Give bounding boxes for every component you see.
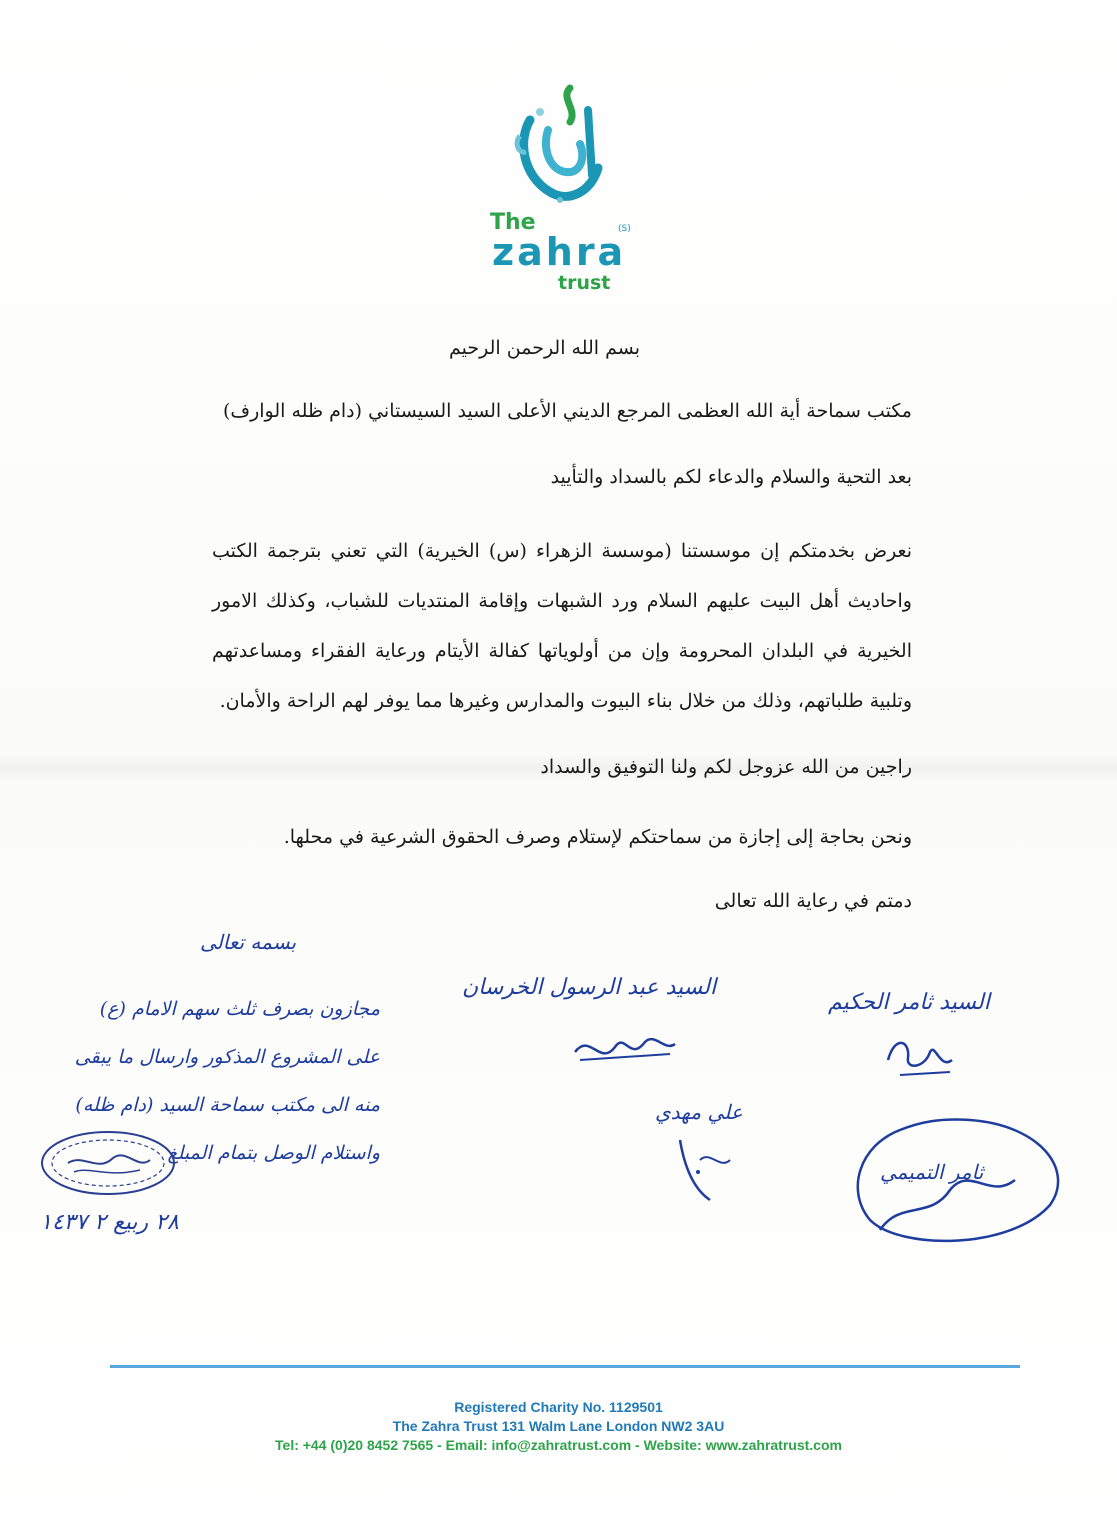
addressee: مكتب سماحة أية الله العظمى المرجع الديني الأعلى السيد السيستاني (دام ظله الوارف) xyxy=(222,400,912,422)
endorsement-line-3: منه الى مكتب سماحة السيد (دام ظله) xyxy=(75,1094,380,1116)
handwritten-date: ٢٨ ربيع ٢ ١٤٣٧ xyxy=(40,1210,179,1235)
endorsement-line-2: على المشروع المذكور وارسال ما يبقى xyxy=(74,1046,380,1068)
basmala: بسم الله الرحمن الرحيم xyxy=(449,337,640,359)
signature-2 xyxy=(880,1030,960,1085)
endorsement-line-1: مجازون بصرف ثلث سهم الامام (ع) xyxy=(99,998,380,1020)
hope-line: راجين من الله عزوجل لكم ولنا التوفيق والسداد xyxy=(540,756,912,778)
logo-s-mark: (S) xyxy=(618,224,631,234)
endorsement-line-4: واستلام الوصل بتمام المبلغ xyxy=(167,1142,380,1164)
signatory-name-4: ثامر التميمي xyxy=(880,1160,984,1184)
zahra-trust-logo xyxy=(470,80,660,294)
greeting: بعد التحية والسلام والدعاء لكم بالسداد والتأييد xyxy=(550,466,912,488)
office-seal-stamp xyxy=(38,1128,178,1198)
body-paragraph: نعرض بخدمتكم إن موسستنا (موسسة الزهراء (س) الخيرية) التي تعني بترجمة الكتب واحاديث أهل البيت عليهم السلام ورد الشبهات وإقامة المنتديات للشباب، وكذلك الامور الخيرية في البلدان المحرومة وإن من أولوياتها كفالة الأيتام ورعاية الفقراء ومساعدتهم وتلبية طلباتهم، وذلك من خلال بناء البيوت والمدارس وغيرها مما يوفر لهم الراحة والأمان. xyxy=(212,540,912,712)
footer-contact: Tel: +44 (0)20 8452 7565 - Email: info@zahratrust.com - Website: www.zahratrust.com xyxy=(275,1437,842,1453)
signatory-name-3: علي مهدي xyxy=(655,1100,743,1124)
signatory-name-2: السيد ثامر الحكيم xyxy=(828,990,990,1015)
signature-1 xyxy=(570,1022,680,1072)
logo-trust-text: trust xyxy=(558,272,611,294)
logo-the-text: The xyxy=(490,210,536,235)
request-line: ونحن بحاجة إلى إجازة من سماحتكم لإستلام وصرف الحقوق الشرعية في محلها. xyxy=(283,826,912,848)
footer-charity-number: Registered Charity No. 1129501 xyxy=(454,1399,663,1415)
footer-divider xyxy=(110,1365,1020,1368)
footer-address: The Zahra Trust 131 Walm Lane London NW2 3AU xyxy=(392,1418,725,1434)
logo-zahra-text: zahra xyxy=(492,230,627,274)
zahra-calligraphy-icon xyxy=(500,80,620,215)
signatory-name-1: السيد عبد الرسول الخرسان xyxy=(462,975,717,1000)
closing-line: دمتم في رعاية الله تعالى xyxy=(714,890,912,912)
handwritten-header: بسمه تعالى xyxy=(200,930,297,954)
signature-3 xyxy=(640,1130,760,1210)
